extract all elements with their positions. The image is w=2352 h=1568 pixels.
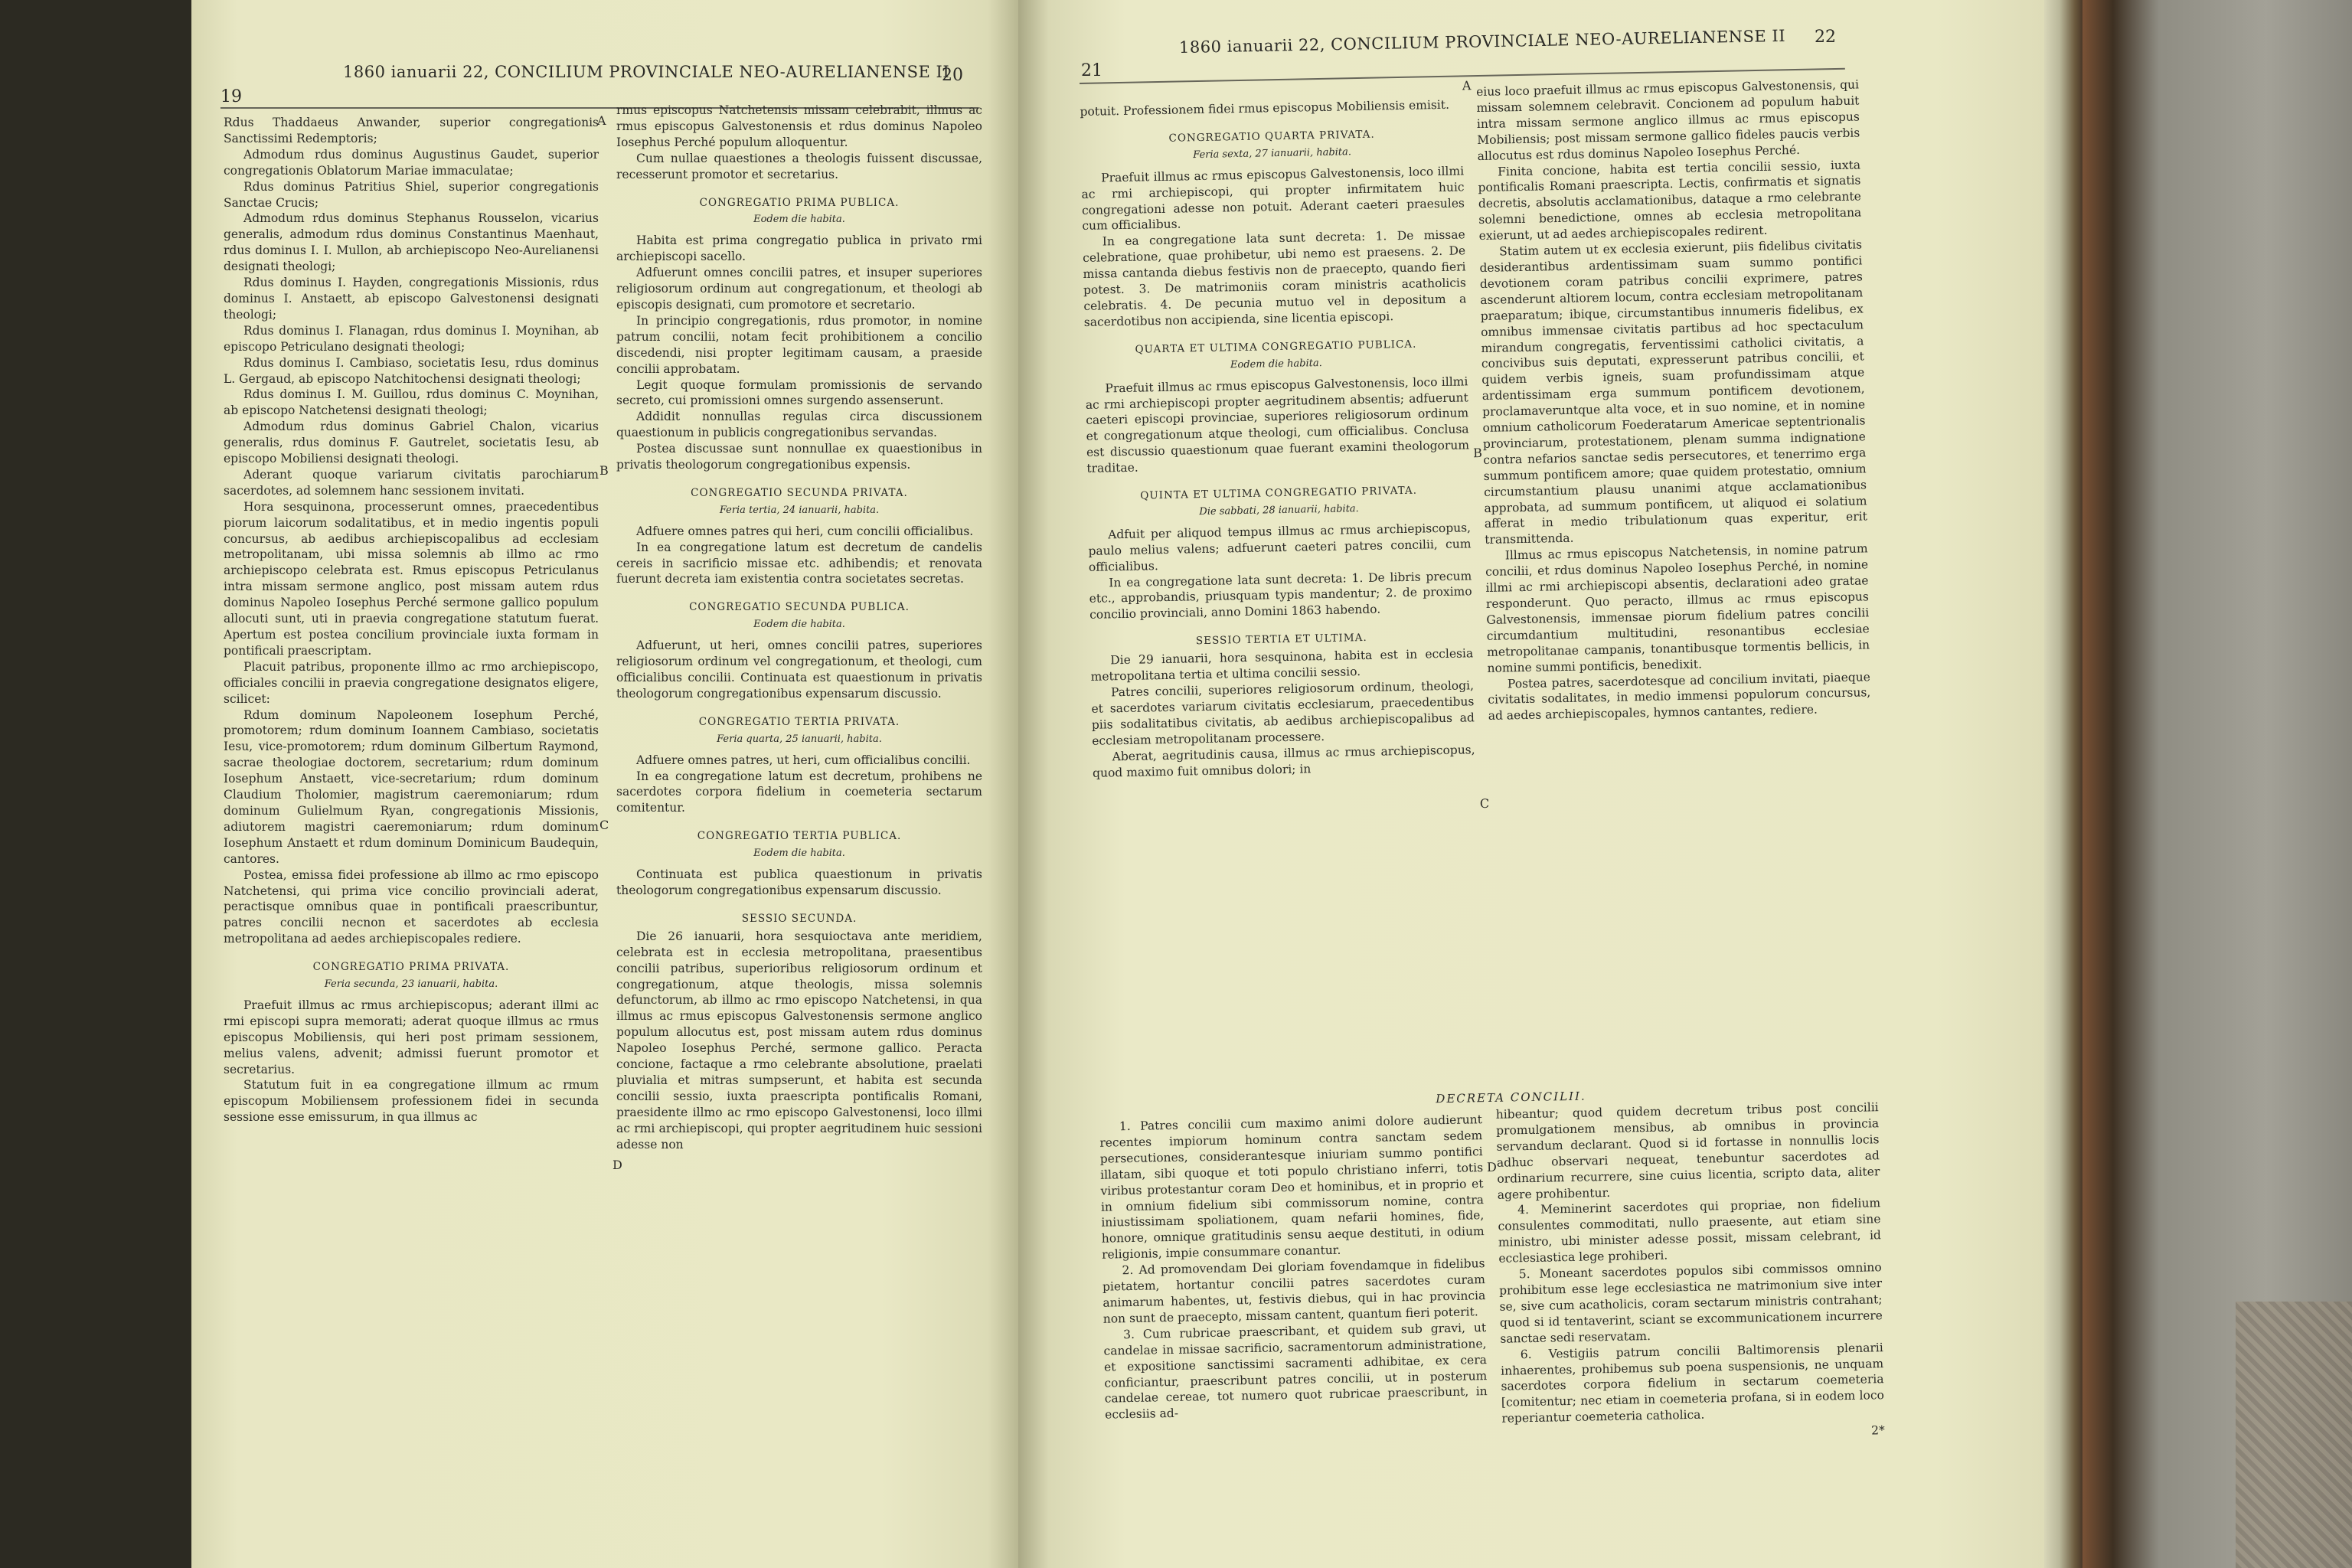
paragraph: Hora sesquinona, processerunt omnes, praecedentibus piorum laicorum sodalitatibus, et in medio ingentis populi concursus, ab aedibus archiepiscopalibus ad ecclesiam metropolitanam, ubi missa solemnis ab illmo ac rmo archiepiscopo celebrata est. Rmus episcopus Petriculanus intra missam sermone anglico, post missam autem rdus dominus Napoleo Iosephus Perché sermone gallico populum allocuti sunt, uti in praevia congregatione statutum fuerat. Apertum est postea concilium provinciale iuxta formam in pontificali praescriptam. (224, 499, 599, 658)
paragraph: In ea congregatione latum est decretum de candelis cereis in sacrificio missae etc. adhibendis; et renovata fuerunt decreta iam existentia contra societates secretas. (616, 540, 982, 586)
paragraph: Addidit nonnullas regulas circa discussionem quaestionum in publicis congregationibus servandas. (616, 410, 982, 440)
margin-letter: C (599, 818, 609, 832)
paragraph: potuit. Professionem fidei rmus episcopus Mobiliensis emisit. (1080, 97, 1450, 119)
paragraph: Postea discussae sunt nonnullae ex quaestionibus in privatis theologorum congregationibus expensis. (616, 442, 982, 472)
paragraph: In ea congregatione lata sunt decreta: 1. De missae celebratione, quae prohibetur, ubi nemo est praesens. 2. De missa cantanda diebus festivis non de praecepto, quando fieri potest. 3. De matrimoniis coram ministris acatholicis celebratis. 4. De pecunia mutuo vel in depositum a sacerdotibus non accipienda, sine licentia episcopi. (1082, 227, 1467, 329)
paragraph: Habita est prima congregatio publica in privato rmi archiepiscopi sacello. (616, 234, 982, 264)
margin-letter: A (597, 113, 606, 128)
paragraph: hibeantur; quod quidem decretum tribus post concilii promulgationem mensibus, ab omnibus in provincia servandum declarant. Quod si id fortasse in nonnullis locis adhuc observari nequeat, tenebuntur sacerdotes ad ordinarium recurrere, sine cuius licentia, scripto data, aliter agere prohibentur. (1495, 1100, 1880, 1202)
paragraph: Adfuerunt omnes concilii patres, et insuper superiores religiosorum ordinum aut congregationum, et theologi ab episcopis designati, cum promotore et secretario. (616, 266, 982, 312)
section-heading: SESSIO SECUNDA. (741, 912, 858, 925)
paragraph: In ea congregatione lata sunt decreta: 1. De libris precum etc., approbandis, priusquam typis mandentur; 2. de proximo concilio provinciali, anno Domini 1863 habendo. (1089, 568, 1472, 622)
paragraph: 1. Patres concilii cum maximo animi dolore audierunt recentes impiorum hominum contra sanctam sedem persecutiones, considerantesque iniuriam summo pontifici illatam, sibi quoque et toti populo christiano inferri, totis viribus protestantur coram Deo et hominibus, et in proprio et in omnium fidelium sibi commissorum nomine, contra iniustissimam spoliationem, quam nefarii homines, fide, honore, omnique gratitudinis sensu aeque destituti, in odium religionis, impie consummare conantur. (1099, 1112, 1485, 1262)
section-date: Feria quarta, 25 ianuarii, habita. (717, 733, 882, 745)
text-column-2 (1476, 77, 1871, 724)
decreta-column-1 (1099, 1112, 1488, 1423)
paragraph: In principio congregationis, rdus promotor, in nomine patrum concilii, notam fecit prohibitionem a concilio discedendi, nisi propter legitimam causam, a praeside concilii approbatam. (616, 313, 982, 376)
section-heading: SESSIO TERTIA ET ULTIMA. (1195, 632, 1367, 648)
text-column-1 (224, 115, 599, 1125)
page-number: 22 (1815, 28, 1836, 47)
paragraph: Die 29 ianuarii, hora sesquinona, habita est in ecclesia metropolitana tertia et ultima concilii sessio. (1090, 646, 1474, 684)
section-heading: CONGREGATIO SECUNDA PRIVATA. (691, 486, 908, 499)
margin-letter: C (1479, 795, 1490, 812)
running-header: 1860 ianuarii 22, CONCILIUM PROVINCIALE NEO-AURELIANENSE II (1178, 26, 1786, 57)
decreta-heading: DECRETA CONCILII. (1436, 1089, 1586, 1106)
decreta-column-2 (1496, 1099, 1885, 1446)
paragraph: Postea patres, sacerdotesque ad concilium invitati, piaeque civitatis sodalitates, in medio immensi populorum concursus, ad aedes archiepiscopales, hymnos cantantes, rediere. (1488, 669, 1871, 724)
paragraph: Admodum rdus dominus Augustinus Gaudet, superior congregationis Oblatorum Mariae immaculatae; (224, 147, 599, 178)
page-number: 21 (1081, 61, 1102, 80)
paragraph: In ea congregatione latum est decretum, prohibens ne sacerdotes corpora fidelium in coemeteria sectarum comitentur. (616, 769, 982, 815)
paragraph: Rdus dominus I. Flanagan, rdus dominus I. Moynihan, ab episcopo Petriculano designati theologi; (224, 323, 599, 354)
paragraph: Aderant quoque variarum civitatis parochiarum sacerdotes, ad solemnem hanc sessionem invitati. (224, 467, 599, 498)
paragraph: rmus episcopus Natchetensis missam celebrabit, illmus ac rmus episcopus Galvestonensis et rdus dominus Napoleo Iosephus Perché populum alloquentur. (616, 103, 982, 149)
right-page (1018, 0, 2044, 1568)
paragraph: Rdus dominus I. Cambiaso, societatis Iesu, rdus dominus L. Gergaud, ab episcopo Natchitochensi designati theologi; (224, 355, 599, 386)
paragraph: 3. Cum rubricae praescribant, et quidem sub gravi, ut candelae in missae sacrificio, sacramentorum administratione, et expositione sanctissimi sacramenti adhibitae, ex cera conficiantur, praescribunt patres concilii, ut in posterum candelae cereae, tot numero quot rubricae praescribunt, in ecclesiis ad- (1103, 1320, 1488, 1422)
paragraph: Admodum rdus dominus Gabriel Chalon, vicarius generalis, rdus dominus F. Gautrelet, societatis Iesu, ab episcopo Mobiliensi designati theologi. (224, 420, 599, 466)
section-date: Feria sexta, 27 ianuarii, habita. (1193, 146, 1352, 161)
decreta-section (1099, 1072, 1885, 1438)
paragraph: Die 26 ianuarii, hora sesquioctava ante meridiem, celebrata est in ecclesia metropolitana, praesentibus concilii patribus, superioribus religiosorum ordinum et congregationum, atque theologis, missa solemnis defunctorum, ab illmo ac rmo episcopo Natchetensi, in qua illmus ac rmus episcopus Galvestonensis sermone anglico populum allocutus est, post missam autem rdus dominus Napoleo Iosephus Perché, sermone gallico. Peracta concione, factaque a rmo celebrante absolutione, praelati pluvialia et mitras sumpserunt, et habita est secunda concilii sessio, iuxta praescripta pontificalis Romani, praesidente illmo ac rmo episcopo Galvestonensi, loco illmi ac rmi archiepiscopi, qui propter aegritudinem huic sessioni adesse non (616, 929, 982, 1152)
section-heading: CONGREGATIO TERTIA PUBLICA. (697, 830, 902, 843)
margin-letter: A (1462, 78, 1472, 93)
section-date: Eodem die habita. (753, 848, 845, 860)
paragraph: Finita concione, habita est tertia concilii sessio, iuxta pontificalis Romani praescripta. Lectis, confirmatis et signatis decretis, absolutis acclamationibus, dataque a rmo celebrante solemni benedictione, omnes ab ecclesia metropolitana exierunt, ut ad aedes archiepiscopales redirent. (1478, 157, 1862, 243)
page-number: 20 (942, 66, 963, 85)
background-texture (2236, 1302, 2352, 1568)
paragraph: 2. Ad promovendam Dei gloriam fovendamque in fidelibus pietatem, hortantur concilii patres sacerdotes curam animarum habentes, ut, festivis diebus, qui in hac provincia non sunt de praecepto, missam cantent, quantum fieri poterit. (1102, 1256, 1486, 1326)
section-heading: CONGREGATIO QUARTA PRIVATA. (1168, 128, 1375, 145)
paragraph: Patres concilii, superiores religiosorum ordinum, theologi, et sacerdotes variarum civitatis ecclesiarum, praecedentibus piis sodalitatibus civitatis, ab aedibus archiepiscopalibus ad ecclesiam metropolitanam processere. (1091, 678, 1475, 748)
paragraph: eius loco praefuit illmus ac rmus episcopus Galvestonensis, qui missam solemnem celebravit. Concionem ad populum habuit intra missam sermone anglico illmus ac rmus episcopus Mobiliensis; post missam sermone gallico fideles paucis verbis allocutus est rdus dominus Napoleo Iosephus Perché. (1475, 77, 1860, 163)
section-heading: CONGREGATIO TERTIA PRIVATA. (698, 715, 900, 728)
section-date: Feria secunda, 23 ianuarii, habita. (324, 978, 498, 991)
paragraph: Legit quoque formulam promissionis de servando secreto, cui promissioni omnes surgendo assenserunt. (616, 377, 982, 408)
paragraph: Statim autem ut ex ecclesia exierunt, piis fidelibus civitatis desiderantibus ardentissimam suam summo pontifici devotionem coram patribus concilii exprimere, patres ascenderunt altiorem locum, contra ecclesiam metropolitanam praeparatum; ibique, circumstantibus innumeris fidelibus, ex omnibus immensae civitatis partibus ad hoc spectaculum mirandum congregatis, ferventissimi catholici civitatis, a concivibus suis deputati, expresserunt patribus concilii, et quidem verbis igneis, suam profundissimam atque ardentissimam erga summum pontificem devotionem, proclamaveruntque alta voce, et in suo nomine, et in nomine omnium catholicorum Foederatarum Americae septentrionalis provinciarum, protestationem, plenam summa indignatione contra nefarios sanctae sedis persecutores, et tenerrimo erga summum pontificem amore; quae quidem protestatio, omnium circumstantium plausu unanimi atque acclamationibus approbata, ad summum pontificem, ut aliquod ei solatium afferat in medio tribulationum quas experitur, erit transmittenda. (1479, 237, 1868, 547)
rotated-content (1080, 77, 1885, 1438)
paragraph: Praefuit illmus ac rmus archiepiscopus; aderant illmi ac rmi episcopi supra memorati; aderat quoque illmus ac rmus episcopus Mobiliensis, qui heri post primam sessionem, melius valens, advenit; admissi fuerunt promotor et secretarius. (224, 998, 599, 1076)
margin-letter: B (1472, 445, 1483, 461)
section-heading: CONGREGATIO SECUNDA PUBLICA. (689, 601, 910, 614)
signature-mark: 2* (1870, 1423, 1885, 1438)
text-column-2 (616, 103, 982, 1152)
section-date: Eodem die habita. (1230, 357, 1322, 371)
paragraph: Rdus dominus I. M. Guillou, rdus dominus C. Moynihan, ab episcopo Natchetensi designati theologi; (224, 387, 599, 418)
paragraph: Rdum dominum Napoleonem Iosephum Perché, promotorem; rdum dominum Ioannem Cambiaso, societatis Iesu, vice-promotorem; rdum dominum Gilbertum Raymond, sacrae theologiae doctorem, secretarium; rdum dominum Iosephum Anstaett, vice-secretarium; rdum dominum Claudium Tholomier, magistrum caeremoniarum; rdum dominum Gulielmum Ryan, congregationis Missionis, adiutorem magistri caeremoniarum; rdum dominum Iosephum Anstaett et rdum dominum Dominicum Baudequin, cantores. (224, 707, 599, 866)
margin-letter: B (599, 463, 609, 478)
paragraph: Rdus Thaddaeus Anwander, superior congregationis Sanctissimi Redemptoris; (224, 116, 599, 145)
paragraph: 6. Vestigiis patrum concilii Baltimorensis plenarii inhaerentes, prohibemus sub poena suspensionis, ne unquam sacerdotes corpora fidelium in sectarum coemeteria [comitentur; nec etiam in coemeteria profana, si in eodem loco reperiantur coemeteria catholica. (1500, 1340, 1885, 1426)
section-heading: QUINTA ET ULTIMA CONGREGATIO PRIVATA. (1140, 484, 1418, 502)
page-number: 19 (220, 87, 242, 106)
left-page (191, 0, 1018, 1568)
paragraph: Adfuere omnes patres qui heri, cum concilii officialibus. (636, 524, 974, 538)
paragraph: Adfuere omnes patres, ut heri, cum officialibus concilii. (636, 753, 971, 767)
section-heading: CONGREGATIO PRIMA PRIVATA. (312, 961, 510, 974)
paragraph: Continuata est publica quaestionum in privatis theologorum congregationibus expensarum discussio. (616, 867, 982, 897)
margin-letter: D (612, 1158, 622, 1172)
paragraph: Admodum rdus dominus Stephanus Rousselon, vicarius generalis, admodum rdus dominus Constantinus Maenhaut, rdus dominus I. I. Mullon, ab archiepiscopo Neo-Aurelianensi designati theologi; (224, 211, 599, 274)
paragraph: Statutum fuit in ea congregatione illmum ac rmum episcopum Mobiliensem professionem fidei in secunda sessione esse emissurum, in qua illmus ac (224, 1078, 599, 1125)
paragraph: Adfuerunt, ut heri, omnes concilii patres, superiores religiosorum ordinum vel congregationum, et theologi, cum officialibus concilii. Continuata est quaestionum in privatis theologorum congregationibus expensarum discussio. (616, 639, 982, 701)
paragraph: Placuit patribus, proponente illmo ac rmo archiepiscopo, officiales concilii in praevia congregatione designatos eligere, scilicet: (224, 659, 599, 706)
section-date: Die sabbati, 28 ianuarii, habita. (1199, 503, 1359, 518)
paragraph: Cum nullae quaestiones a theologis fuissent discussae, recesserunt promotor et secretarius. (616, 151, 982, 181)
margin-letter: D (1486, 1159, 1498, 1175)
section-date: Feria tertia, 24 ianuarii, habita. (719, 504, 880, 516)
paragraph: Aberat, aegritudinis causa, illmus ac rmus archiepiscopus, quod maximo fuit omnibus dolori; in (1092, 742, 1475, 780)
paragraph: Illmus ac rmus episcopus Natchetensis, in nomine patrum concilii, et rdus dominus Napoleo Iosephus Perché, in nomine illmi ac rmi archiepiscopi absentis, declarationi adeo gratae responderunt. Quo peracto, illmus ac rmus episcopus Galvestonensis, immensae piorum fidelium patres concilii circumdantium multitudini, resonantibus ecclesiae metropolitanae campanis, tonantibusque tormentis bellicis, in nomine summi pontificis, benedixit. (1485, 541, 1870, 675)
paragraph: Postea, emissa fidei professione ab illmo ac rmo episcopo Natchetensi, qui prima vice concilio provinciali aderat, peractisque omnibus quae in pontificali praescribuntur, patres concilii necnon et sacerdotes ab ecclesia metropolitana ad aedes archiepiscopales rediere. (224, 867, 599, 946)
paragraph: 4. Meminerint sacerdotes qui propriae, non fidelium consulentes commoditati, nullo praesente, aut etiam sine ministro, ubi minister adesse possit, missam celebrant, id ecclesiastica lege prohiberi. (1498, 1196, 1882, 1266)
section-date: Eodem die habita. (753, 214, 845, 226)
paragraph: Praefuit illmus ac rmus episcopus Galvestonensis, loco illmi ac rmi archiepiscopi propter aegritudinem absentis; adfuerunt caeteri episcopi provinciae, superiores religiosorum ordinum et congregationum atque theologi, cum officialibus. Conclusa est discussio quaestionum quae fuerant examini theologorum traditae. (1085, 374, 1470, 476)
paragraph: Praefuit illmus ac rmus episcopus Galvestonensis, loco illmi ac rmi archiepiscopi, qui propter infirmitatem huic congregationi adesse non potuit. Aderant caeteri praesules cum officialibus. (1081, 164, 1465, 234)
paragraph: Rdus dominus Patritius Shiel, superior congregationis Sanctae Crucis; (224, 179, 599, 210)
running-header: 1860 ianuarii 22, CONCILIUM PROVINCIALE NEO-AURELIANENSE II (343, 63, 950, 81)
section-date: Eodem die habita. (753, 619, 845, 631)
paragraph: 5. Moneant sacerdotes populos sibi commissos omnino prohibitum esse lege ecclesiastica ne matrimonium sive inter se, sive cum acatholicis, coram sectarum ministris contrahant; quod si id tentaverint, sciant se excommunicationem incurrere sanctae sedi reservatam. (1498, 1260, 1883, 1346)
text-column-1 (1080, 96, 1475, 781)
section-heading: QUARTA ET ULTIMA CONGREGATIO PUBLICA. (1135, 338, 1417, 356)
paragraph: Rdus dominus I. Hayden, congregationis Missionis, rdus dominus I. Anstaett, ab episcopo Galvestonensi designati theologi; (224, 276, 599, 322)
paragraph: Adfuit per aliquod tempus illmus ac rmus archiepiscopus, paulo melius valens; adfuerunt caeteri patres concilii, cum officialibus. (1088, 521, 1472, 574)
section-heading: CONGREGATIO PRIMA PUBLICA. (699, 196, 900, 209)
